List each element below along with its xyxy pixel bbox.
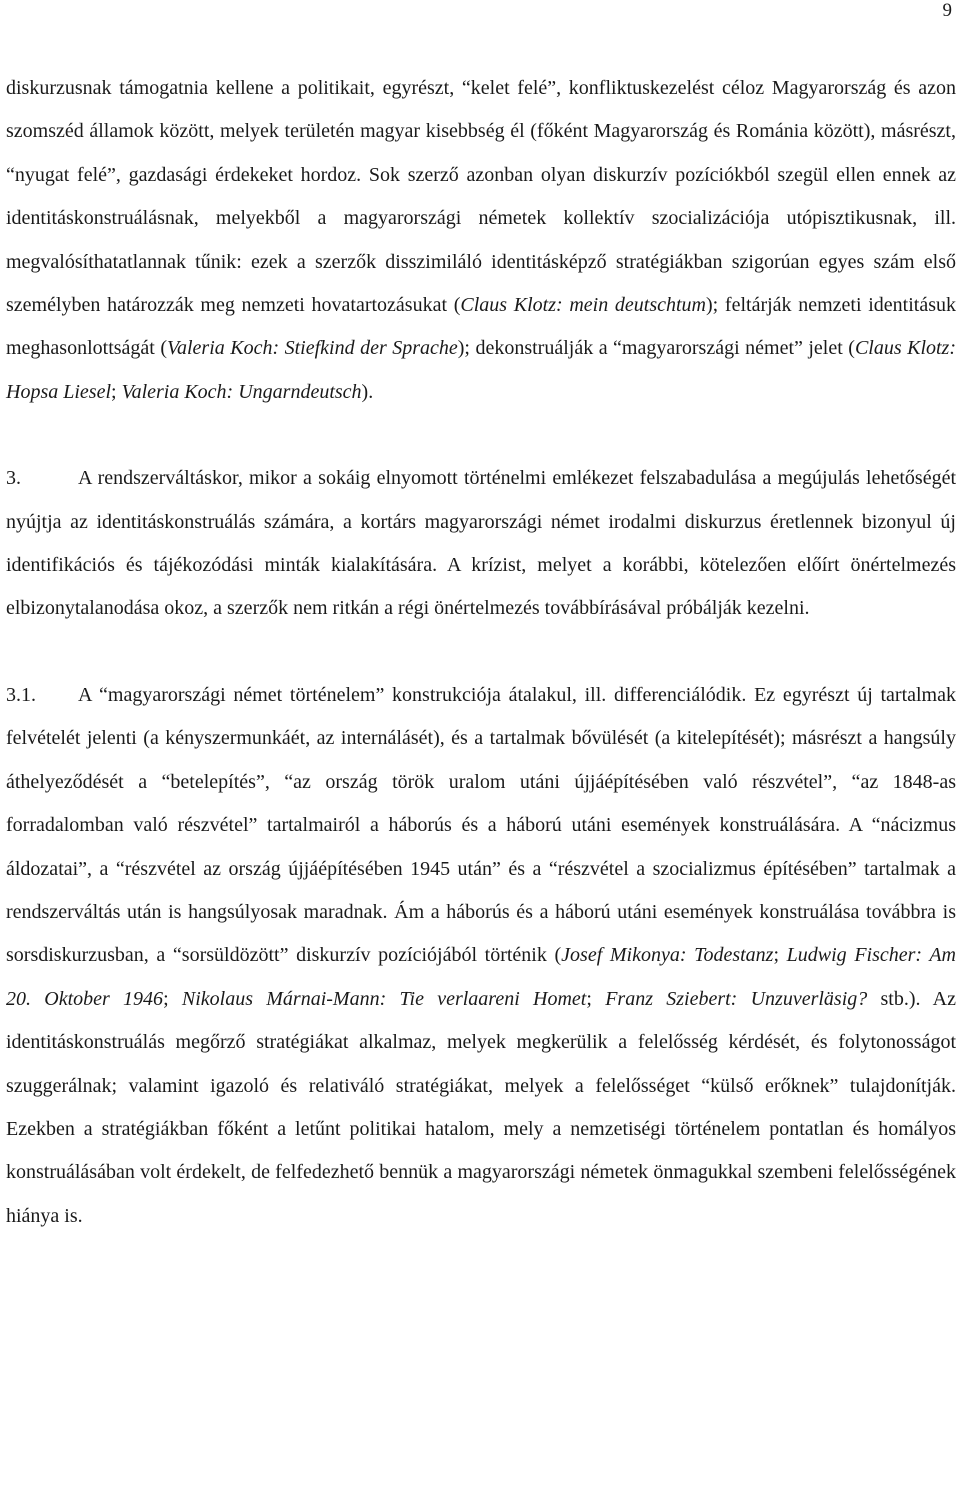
work-citation: Franz Sziebert: Unzuverläsig? [605, 987, 868, 1010]
work-citation: Valeria Koch: Stiefkind der Sprache [167, 337, 458, 360]
work-citation: Claus Klotz: mein deutschtum [460, 294, 707, 317]
text-run: ). [361, 380, 374, 403]
paragraph-section-3-1 [6, 674, 956, 1238]
work-citation: Nikolaus Márnai-Mann: Tie verlaareni Homet [181, 987, 587, 1010]
text-run: ; [586, 987, 606, 1010]
section-number: 3.1. [6, 683, 36, 706]
section-number: 3. [6, 467, 21, 490]
text-run: diskurzusnak támogatnia kellene a politikait, egyrészt, “kelet felé”, konfliktuskezelést céloz Magyarország és azon szomszéd államok között, melyek területén magyar kisebbség él (főként Magyarország és Románia között), másrészt, “nyugat felé”, gazdasági érdekeket hordoz. Sok szerző azonban olyan diskurzív pozíciókból szegül ellen ennek az identitáskonstruálásnak, melyekből a magyarországi németek kollektív szocializációja utópisztikusnak, ill. megvalósíthatatlannak tűnik: ezek a szerzők disszimiláló identitásképző stratégiákban szigorúan egyes szám első személyben határozzák meg nemzeti hovatartozásukat ( [6, 77, 956, 317]
text-run: ); feltárják nemzeti identitásuk meghasonlottságát ( [6, 294, 957, 360]
text-run: ; [773, 944, 787, 967]
work-citation: Josef Mikonya: Todestanz [561, 944, 774, 967]
page-number: 9 [942, 0, 952, 21]
work-citation: Valeria Koch: Ungarndeutsch [121, 380, 362, 403]
text-run: A rendszerváltáskor, mikor a sokáig elnyomott történelmi emlékezet felszabadulása a megújulás lehetőségét nyújtja az identitáskonstruálás számára, a kortárs magyarországi német irodalmi diskurzus éretlennek bizonyul új identifikációs és tájékozódási minták kialakítására. A krízist, melyet a korábbi, kötelezően előírt önértelmezés elbizonytalanodása okoz, a szerzők nem ritkán a régi önértelmezés továbbírásával próbálják kezelni. [6, 467, 956, 620]
work-citation: Claus Klotz: Hopsa Liesel [6, 337, 956, 403]
paragraph-continuation [6, 67, 956, 414]
text-run: ; [111, 380, 122, 403]
body-text [6, 67, 956, 1238]
text-run: ; [163, 987, 182, 1010]
paragraph-section-3 [6, 457, 956, 631]
text-run: stb.). Az identitáskonstruálás megőrző stratégiákat alkalmaz, melyek megkerülik a felelősség kérdését, és folytonosságot szuggerálnak; valamint igazoló és relativáló stratégiákat, melyek a felelősséget “külső erőknek” tulajdonítják. Ezekben a stratégiákban főként a letűnt politikai hatalom, mely a nemzetiségi történelem pontatlan és homályos konstruálásában volt érdekelt, de felfedezhető bennük a magyarországi németek önmagukkal szembeni felelősségének hiánya is. [6, 987, 957, 1227]
work-citation: Ludwig Fischer: Am 20. Oktober 1946 [6, 944, 957, 1010]
text-run: A “magyarországi német történelem” konstrukciója átalakul, ill. differenciálódik. Ez egyrészt új tartalmak felvételét jelenti (a kényszermunkáét, az internálásét), és a tartalmak bővülését (a kitelepítését); másrészt a hangsúly áthelyeződését a “betelepítés”, “az ország török uralom utáni újjáépítésében való részvétel”, “az 1848-as forradalomban való részvétel” tartalmairól a háborús és a háború utáni események konstruálására. A “nácizmus áldozatai”, a “részvétel az ország újjáépítésében 1945 után” és a “részvétel a szocializmus építésében” tartalmak a rendszerváltás után is hangsúlyosak maradnak. Ám a háborús és a háború utáni események konstruálása továbbra is sorsdiskurzusban, a “sorsüldözött” diskurzív pozíciójából történik ( [6, 683, 956, 967]
text-run: ); dekonstruálják a “magyarországi német” jelet ( [457, 337, 855, 360]
